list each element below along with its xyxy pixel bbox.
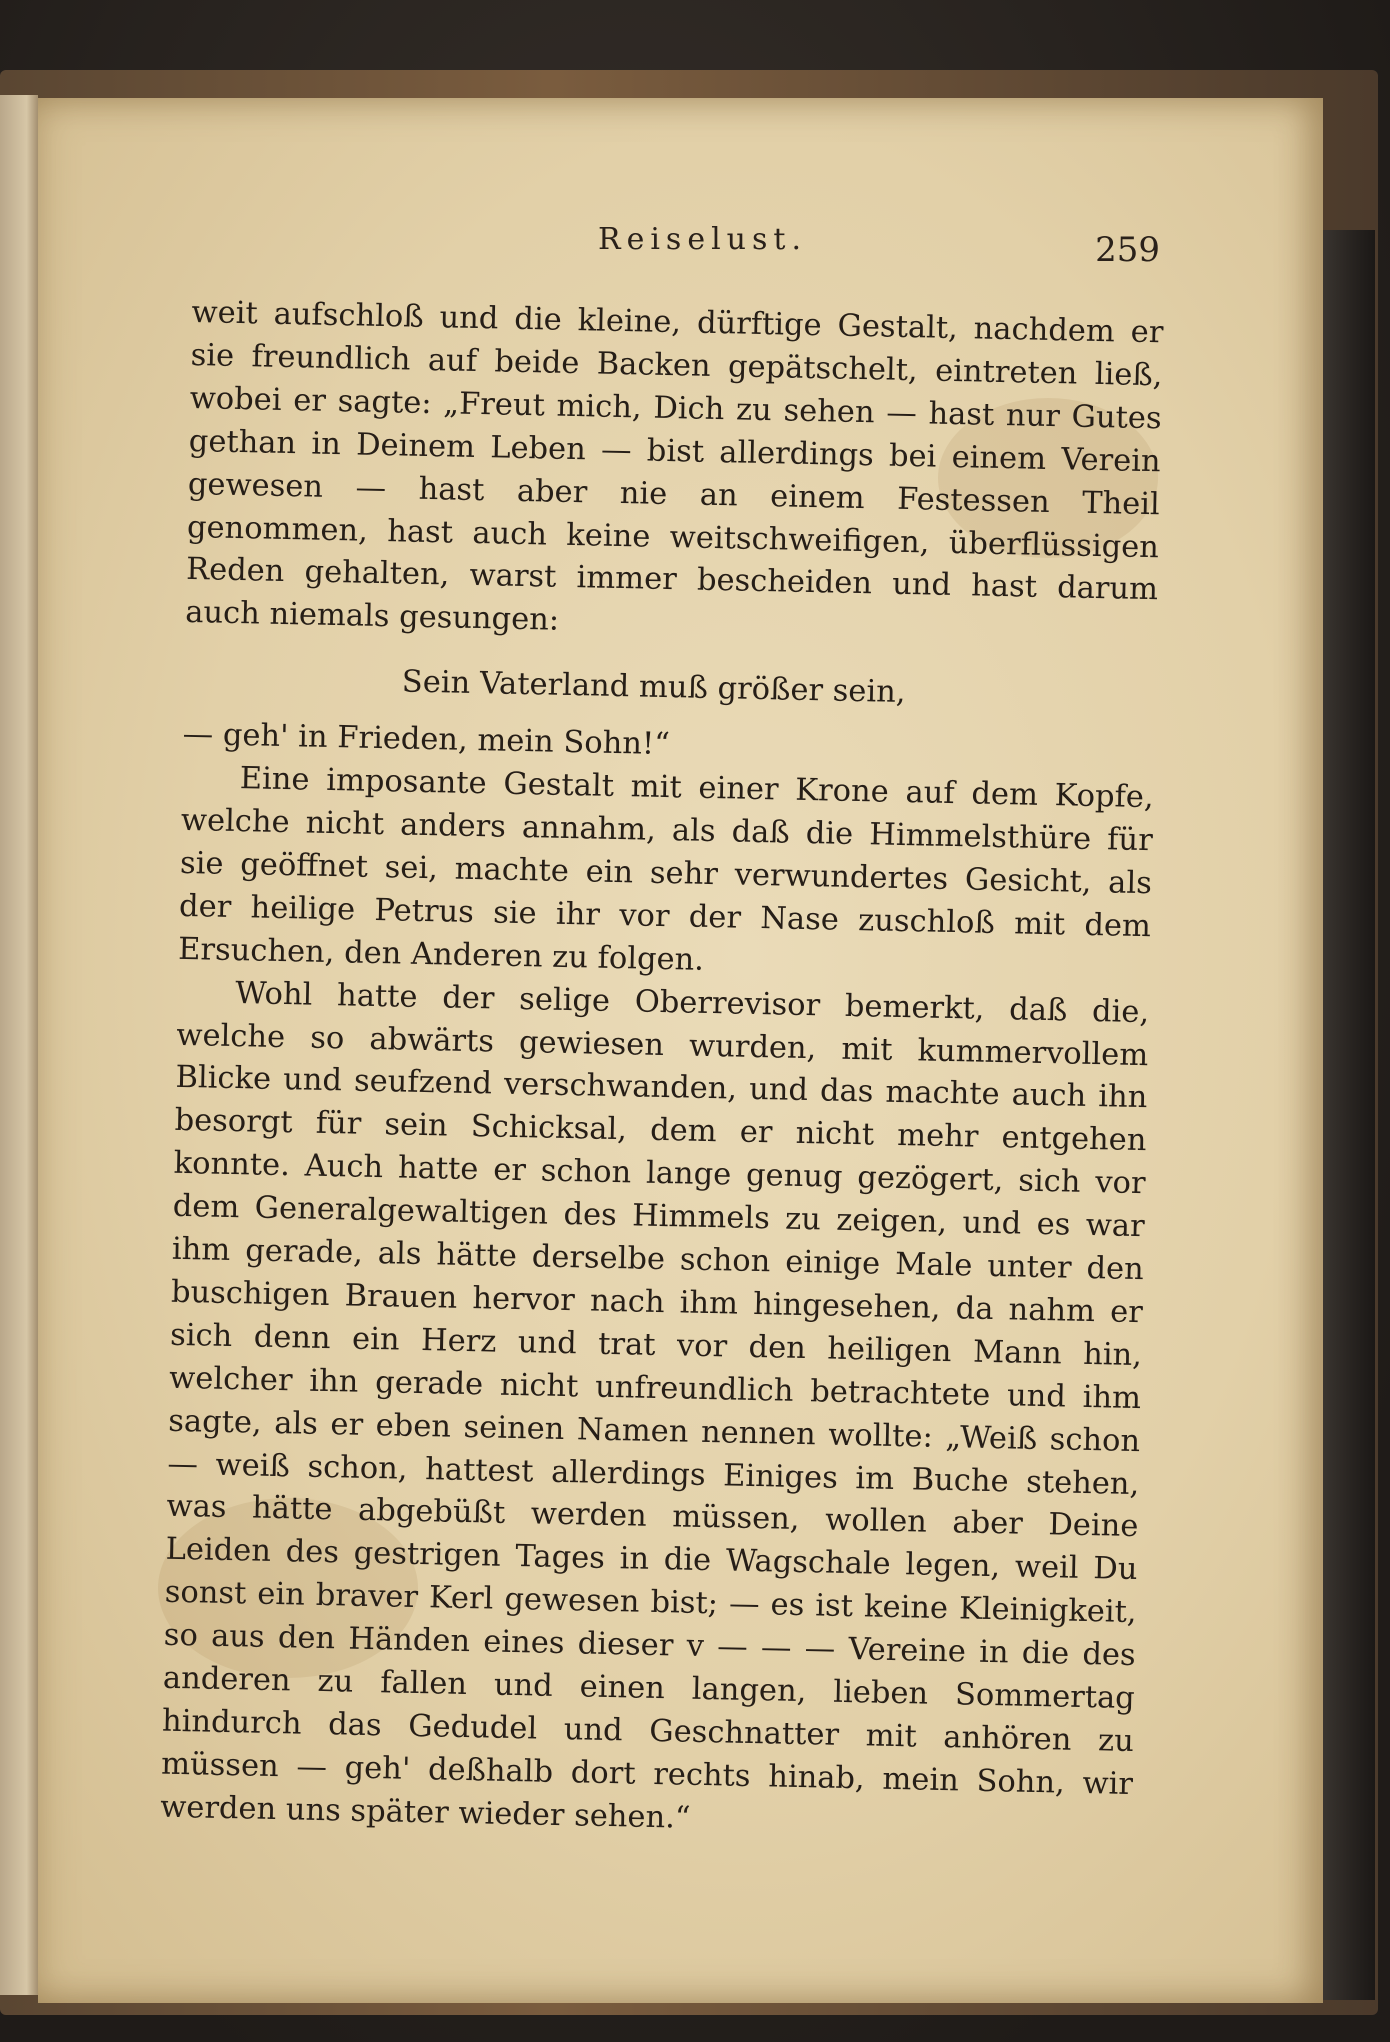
verse-line: Sein Vaterland muß größer sein, bbox=[401, 664, 906, 711]
paragraph: weit aufschloß und die kleine, dürftige Gestalt, nachdem er sie freundlich auf beide Backen gepätschelt, eintreten ließ, wobei er sagte: „Freut mich, Dich zu sehen — hast nur Gutes gethan in Deinem Leben — bist allerdings bei einem Verein gewesen — hast aber nie an einem Festessen Theil genommen, hast auch keine weitschweifigen, überflüssigen Reden gehalten, warst immer bescheiden und hast darum auch niemals gesungen: bbox=[184, 294, 1164, 639]
paragraph: — geh' in Frieden, mein Sohn!“ bbox=[182, 717, 671, 763]
book-spine-edge bbox=[1323, 230, 1375, 2000]
running-head: Reiselust. bbox=[598, 222, 807, 257]
page-header bbox=[180, 222, 1160, 272]
page-body bbox=[160, 292, 1164, 1850]
page-number: 259 bbox=[1095, 230, 1160, 270]
paragraph: Wohl hatte der selige Oberrevisor bemerkt, daß die, welche so abwärts gewiesen wurden, mit kummervollem Blicke und seufzend verschwanden, und das machte auch ihn besorgt für sein Schicksal, dem er nicht mehr entgehen konnte. Auch hatte er schon lange genug gezögert, sich vor dem Generalgewaltigen des Himmels zu zeigen, und es war ihm gerade, als hätte derselbe schon einige Male unter den buschigen Brauen hervor nach ihm hingesehen, da nahm er sich denn ein Herz und trat vor den heiligen Mann hin, welcher ihn gerade nicht unfreundlich betrachtete und ihm sagte, als er eben seinen Namen nennen wollte: „Weiß schon — weiß schon, hattest allerdings Einiges im Buche stehen, was hätte abgebüßt werden müssen, wollen aber Deine Leiden des gestrigen Tages in die Wagschale legen, weil Du sonst ein braver Kerl gewesen bist; — es ist keine Kleinigkeit, so aus den Händen eines dieser v — — — Vereine in die des anderen zu fallen und einen langen, lieben Sommertag hindurch das Gedudel und Geschnatter mit anhören zu müssen — geh' deßhalb dort rechts hinab, mein Sohn, wir werden uns später wieder sehen.“ bbox=[159, 975, 1150, 1836]
facing-page-edge bbox=[0, 95, 38, 1995]
paragraph: Eine imposante Gestalt mit einer Krone auf dem Kopfe, welche nicht anders annahm, als daß die Himmelsthüre für sie geöffnet sei, machte ein sehr verwundertes Gesicht, als der heilige Petrus sie ihr vor der Nase zuschloß mit dem Ersuchen, den Anderen zu folgen. bbox=[177, 761, 1154, 978]
